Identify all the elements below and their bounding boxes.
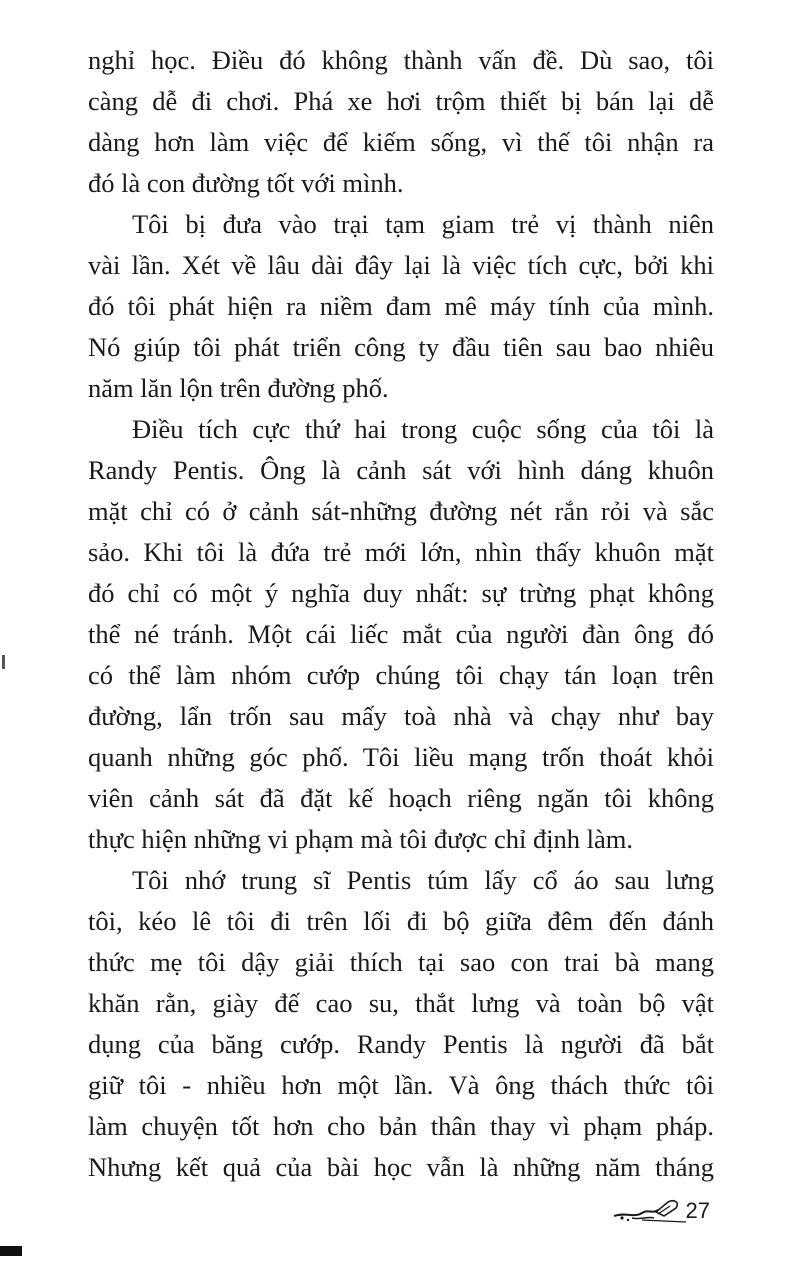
scan-margin-mark bbox=[2, 655, 5, 669]
text-line: dàng hơn làm việc để kiếm sống, vì thế tôi nhận ra bbox=[88, 127, 714, 157]
paragraph-1 bbox=[88, 40, 714, 204]
text-line: đó chỉ có một ý nghĩa duy nhất: sự trừng phạt không bbox=[88, 578, 714, 608]
text-line: thể né tránh. Một cái liếc mắt của người đàn ông đó bbox=[88, 619, 714, 649]
text-line: đó tôi phát hiện ra niềm đam mê máy tính của mình. bbox=[88, 291, 714, 321]
page-body bbox=[88, 40, 714, 1188]
paragraph-2 bbox=[88, 204, 714, 409]
text-line: Tôi bị đưa vào trại tạm giam trẻ vị thành niên bbox=[132, 209, 714, 239]
text-line: đó là con đường tốt với mình. bbox=[88, 168, 404, 198]
text-line: Nhưng kết quả của bài học vẫn là những năm tháng bbox=[88, 1152, 714, 1182]
text-line: viên cảnh sát đã đặt kế hoạch riêng ngăn tôi không bbox=[88, 783, 714, 813]
paragraph-4 bbox=[88, 860, 714, 1188]
text-line: làm chuyện tốt hơn cho bản thân thay vì phạm pháp. bbox=[88, 1111, 714, 1141]
text-line: năm lăn lộn trên đường phố. bbox=[88, 373, 389, 403]
quill-flourish-icon bbox=[612, 1198, 688, 1224]
text-line: Randy Pentis. Ông là cảnh sát với hình dáng khuôn bbox=[88, 455, 714, 485]
paragraph-3 bbox=[88, 409, 714, 860]
text-line: vài lần. Xét về lâu dài đây lại là việc tích cực, bởi khi bbox=[88, 250, 714, 280]
scan-edge-mark bbox=[0, 1246, 22, 1256]
text-line: càng dễ đi chơi. Phá xe hơi trộm thiết bị bán lại dễ bbox=[88, 86, 714, 116]
text-line: Nó giúp tôi phát triển công ty đầu tiên sau bao nhiêu bbox=[88, 332, 714, 362]
text-line: mặt chỉ có ở cảnh sát-những đường nét rắn rỏi và sắc bbox=[88, 496, 714, 526]
text-line: giữ tôi - nhiều hơn một lần. Và ông thách thức tôi bbox=[88, 1070, 714, 1100]
text-line: thức mẹ tôi dậy giải thích tại sao con trai bà mang bbox=[88, 947, 714, 977]
text-line: thực hiện những vi phạm mà tôi được chỉ định làm. bbox=[88, 824, 634, 854]
text-line: đường, lẩn trốn sau mấy toà nhà và chạy như bay bbox=[88, 701, 714, 731]
text-line: quanh những góc phố. Tôi liều mạng trốn thoát khỏi bbox=[88, 742, 714, 772]
page-number: 27 bbox=[685, 1198, 710, 1223]
text-line: có thể làm nhóm cướp chúng tôi chạy tán loạn trên bbox=[88, 660, 714, 690]
page-footer bbox=[600, 1194, 718, 1230]
text-line: dụng của băng cướp. Randy Pentis là người đã bắt bbox=[88, 1029, 714, 1059]
text-line: tôi, kéo lê tôi đi trên lối đi bộ giữa đêm đến đánh bbox=[88, 906, 714, 936]
text-line: sảo. Khi tôi là đứa trẻ mới lớn, nhìn thấy khuôn mặt bbox=[88, 537, 714, 567]
text-line: Tôi nhớ trung sĩ Pentis túm lấy cổ áo sau lưng bbox=[132, 865, 714, 895]
text-line: Điều tích cực thứ hai trong cuộc sống của tôi là bbox=[132, 414, 714, 444]
text-line: khăn rằn, giày đế cao su, thắt lưng và toàn bộ vật bbox=[88, 988, 714, 1018]
text-line: nghỉ học. Điều đó không thành vấn đề. Dù sao, tôi bbox=[88, 45, 714, 75]
